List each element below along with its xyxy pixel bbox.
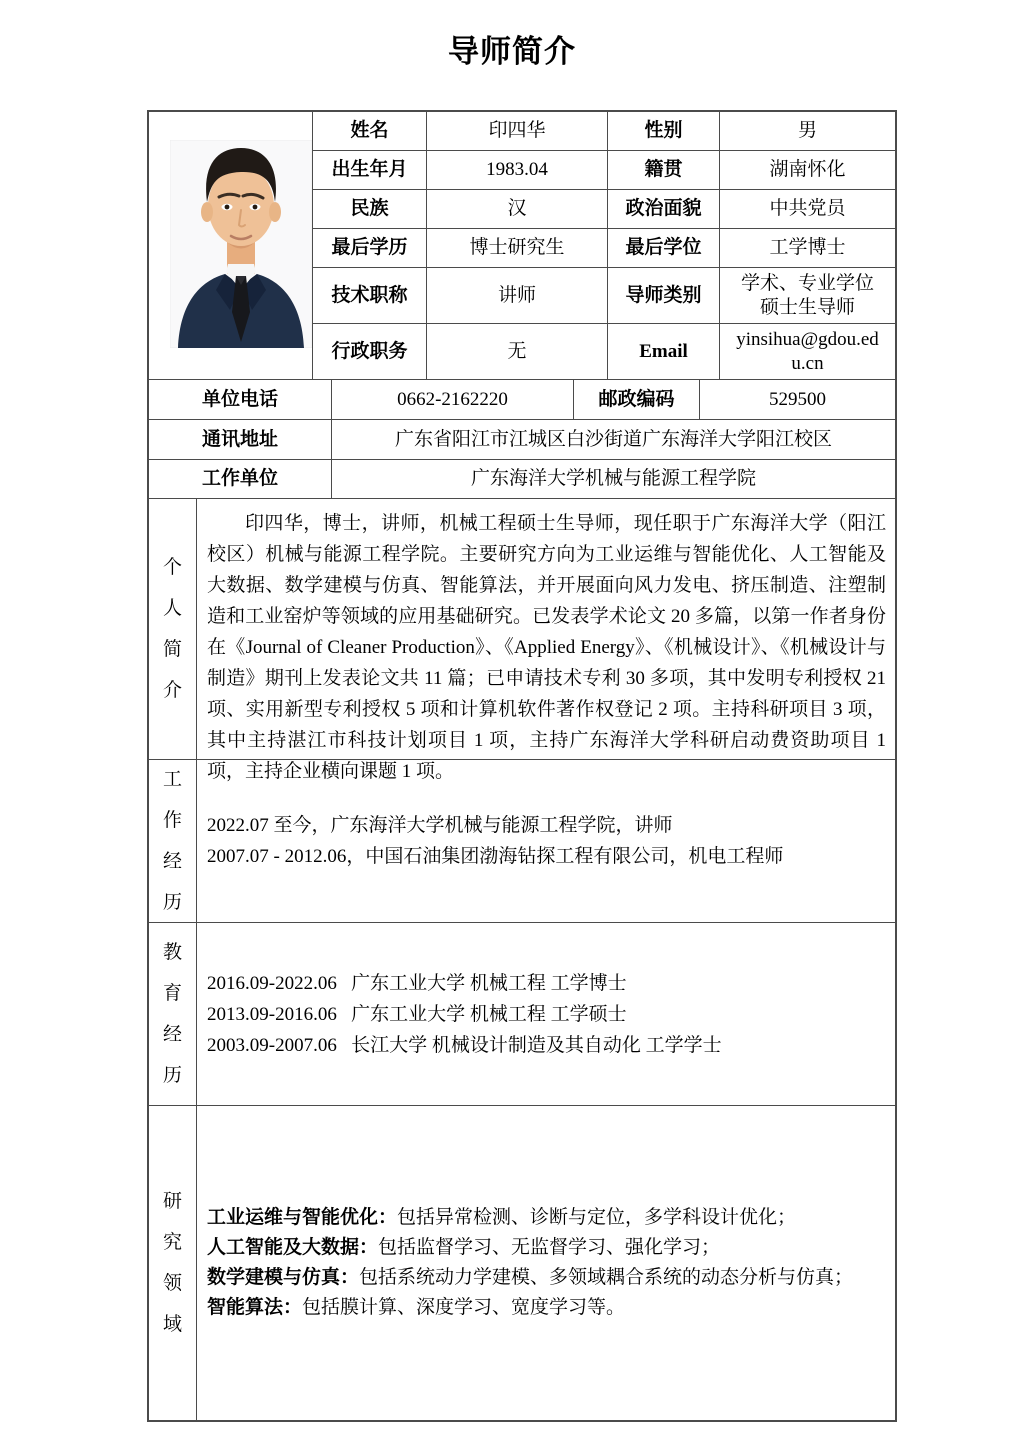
- section-research: [149, 1106, 895, 1420]
- education-section-label: 教育经历: [162, 942, 182, 1086]
- mailing-address-value: 广东省阳江市江城区白沙街道广东海洋大学阳江校区: [394, 428, 832, 450]
- profile-table: [147, 110, 897, 1422]
- research-desc: 包括膜计算、深度学习、宽度学习等。: [302, 1297, 626, 1318]
- research-section-label: 研究领域: [162, 1191, 182, 1335]
- research-desc: 包括异常检测、诊断与定位，多学科设计优化；: [397, 1207, 797, 1228]
- education-line: 2013.09-2016.06 广东工业大学 机械工程 工学硕士: [207, 1003, 627, 1025]
- education-section-body: [197, 923, 895, 1105]
- ethnicity-label: 民族: [313, 190, 427, 228]
- birth-date-label: 出生年月: [313, 151, 427, 189]
- gender-label: 性别: [608, 112, 720, 150]
- last-education-value: 博士研究生: [427, 229, 608, 267]
- row-employer: [149, 460, 895, 499]
- section-profile: [149, 499, 895, 782]
- work-line: 2007.07 - 2012.06，中国石油集团渤海钻探工程有限公司，机电工程师: [207, 846, 784, 867]
- portrait-photo: [170, 140, 312, 348]
- work-phone-label: 单位电话: [149, 380, 332, 419]
- birth-date-value: 1983.04: [427, 151, 608, 189]
- admin-post-label: 行政职务: [313, 324, 427, 379]
- admin-post-value: 无: [427, 324, 608, 379]
- research-item: [207, 1203, 895, 1233]
- employer-label: 工作单位: [149, 460, 332, 498]
- education-line: 2003.09-2007.06 长江大学 机械设计制造及其自动化 工学学士: [207, 1034, 722, 1056]
- profile-section-body: [197, 499, 895, 782]
- email-value: yinsihua@gdou.edu.cn: [736, 328, 879, 374]
- gender-value: 男: [797, 120, 817, 141]
- technical-title-label: 技术职称: [313, 268, 427, 323]
- work-section-label: 工作经历: [162, 769, 182, 913]
- research-item: [207, 1263, 895, 1293]
- research-item: [207, 1233, 895, 1263]
- supervisor-type-label: 导师类别: [608, 268, 720, 323]
- last-degree-value: 工学博士: [769, 237, 846, 258]
- research-section-label-cell: [149, 1106, 197, 1420]
- research-term: 人工智能及大数据：: [207, 1237, 379, 1258]
- research-desc: 包括监督学习、无监督学习、强化学习；: [378, 1237, 721, 1258]
- research-desc: 包括系统动力学建模、多领域耦合系统的动态分析与仿真；: [359, 1267, 854, 1288]
- employer-value: 广东海洋大学机械与能源工程学院: [470, 468, 756, 489]
- page-title: 导师简介: [448, 34, 576, 69]
- name-value: 印四华: [427, 112, 608, 150]
- profile-section-label: 个人简介: [162, 557, 182, 701]
- row-mailing-address: [149, 420, 895, 460]
- research-item: [207, 1293, 895, 1323]
- work-phone-value: 0662-2162220: [332, 380, 574, 419]
- profile-paragraph: 印四华，博士，讲师，机械工程硕士生导师，现任职于广东海洋大学（阳江校区）机械与能源工程学院。主要研究方向为工业运维与智能优化、人工智能及大数据、数学建模与仿真、智能算法，并开展面向风力发电、挤压制造、注塑制造和工业窑炉等领域的应用基础研究。已发表学术论文 20 多篇，以第一作者身份在《Journal of Cleaner Production》、《Applied Energy》、《机械设计》、《机械设计与制造》期刊上发表论文共 11 篇；已申请技术专利 30 多项，其中发明专利授权 21 项、实用新型专利授权 5 项和计算机软件著作权登记 2 项。主持科研项目 3 项，其中主持湛江市科技计划项目 1 项，主持广东海洋大学科研启动费资助项目 1 项，主持企业横向课题 1 项。: [207, 513, 886, 782]
- technical-title-value: 讲师: [427, 268, 608, 323]
- native-place-label: 籍贯: [608, 151, 720, 189]
- row-name-gender: [313, 112, 895, 151]
- email-label: Email: [608, 324, 720, 379]
- education-line: 2016.09-2022.06 广东工业大学 机械工程 工学博士: [207, 972, 627, 994]
- work-section-label-cell: [149, 760, 197, 922]
- photo-cell: [149, 112, 313, 379]
- native-place-value: 湖南怀化: [769, 159, 846, 180]
- postal-code-label: 邮政编码: [574, 380, 700, 419]
- research-section-body: [197, 1106, 895, 1420]
- mailing-address-label: 通讯地址: [149, 420, 332, 459]
- political-status-label: 政治面貌: [608, 190, 720, 228]
- row-education-degree: [313, 229, 895, 268]
- postal-code-value: 529500: [769, 388, 826, 410]
- info-grid: [313, 112, 895, 379]
- ethnicity-value: 汉: [427, 190, 608, 228]
- work-line: 2022.07 至今，广东海洋大学机械与能源工程学院，讲师: [207, 815, 673, 836]
- row-birth-nativeplace: [313, 151, 895, 190]
- info-top-group: [149, 112, 895, 380]
- supervisor-type-value: 学术、专业学位硕士生导师: [740, 272, 874, 318]
- section-work-experience: [149, 760, 895, 923]
- political-status-value: 中共党员: [769, 198, 846, 219]
- last-education-label: 最后学历: [313, 229, 427, 267]
- name-label: 姓名: [313, 112, 427, 150]
- last-degree-label: 最后学位: [608, 229, 720, 267]
- research-term: 数学建模与仿真：: [207, 1267, 360, 1288]
- row-adminpost-email: [313, 324, 895, 379]
- row-phone-postal: [149, 380, 895, 420]
- work-section-body: [197, 760, 895, 922]
- profile-section-label-cell: [149, 499, 197, 759]
- row-title-supervisortype: [313, 268, 895, 324]
- research-term: 工业运维与智能优化：: [207, 1207, 398, 1228]
- research-term: 智能算法：: [207, 1297, 303, 1318]
- row-ethnicity-political: [313, 190, 895, 229]
- education-section-label-cell: [149, 923, 197, 1105]
- section-education: [149, 923, 895, 1106]
